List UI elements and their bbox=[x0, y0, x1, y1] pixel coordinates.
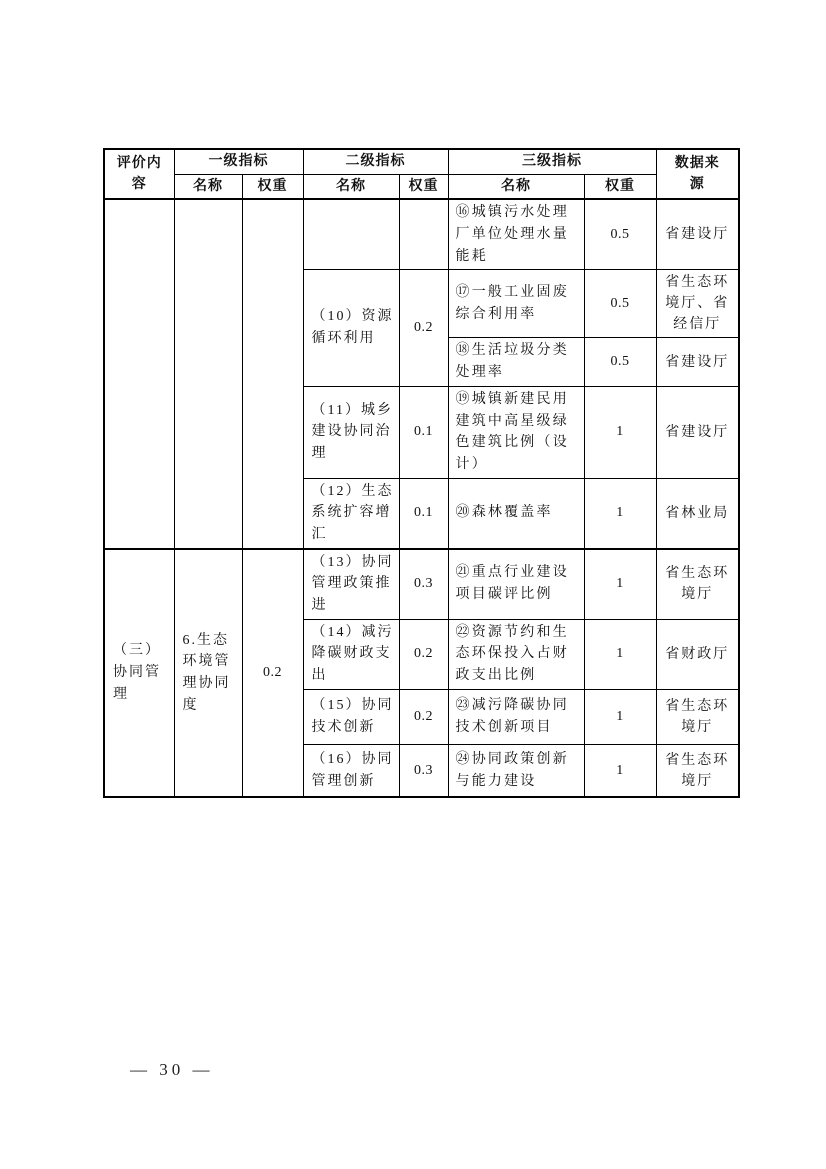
l2-indicator-weight: 0.2 bbox=[399, 270, 448, 386]
header-data-source: 数据来源 bbox=[656, 149, 739, 199]
l2-indicator-name: （16）协同管理创新 bbox=[303, 744, 399, 797]
l3-indicator-name: ⑱生活垃圾分类处理率 bbox=[448, 338, 584, 386]
empty-l2-weight-cell bbox=[399, 199, 448, 270]
l3-indicator-name: ⑯城镇污水处理厂单位处理水量能耗 bbox=[448, 199, 584, 270]
l3-indicator-name: ⑰一般工业固废综合利用率 bbox=[448, 270, 584, 338]
data-source: 省生态环境厅 bbox=[656, 744, 739, 797]
data-source: 省建设厅 bbox=[656, 386, 739, 478]
l2-indicator-name: （14）减污降碳财政支出 bbox=[303, 619, 399, 689]
header-l3-weight: 权重 bbox=[584, 174, 656, 199]
indicator-weight-table bbox=[103, 148, 740, 798]
data-source: 省生态环境厅 bbox=[656, 549, 739, 620]
page-number: — 30 — bbox=[130, 1060, 214, 1079]
l2-indicator-name: （11）城乡建设协同治理 bbox=[303, 386, 399, 478]
header-l2-weight: 权重 bbox=[399, 174, 448, 199]
data-source: 省建设厅 bbox=[656, 199, 739, 270]
header-level2-group: 二级指标 bbox=[303, 149, 448, 174]
l3-indicator-weight: 1 bbox=[584, 478, 656, 549]
header-l3-name: 名称 bbox=[448, 174, 584, 199]
table-row bbox=[104, 199, 739, 270]
header-l2-name: 名称 bbox=[303, 174, 399, 199]
empty-l2-name-cell bbox=[303, 199, 399, 270]
header-level1-group: 一级指标 bbox=[174, 149, 303, 174]
l2-indicator-name: （10）资源循环利用 bbox=[303, 270, 399, 386]
table-row-section-start bbox=[104, 549, 739, 620]
l2-indicator-name: （13）协同管理政策推进 bbox=[303, 549, 399, 620]
l3-indicator-weight: 1 bbox=[584, 386, 656, 478]
table-header-row-2 bbox=[104, 174, 739, 199]
header-level3-group: 三级指标 bbox=[448, 149, 656, 174]
data-source: 省财政厅 bbox=[656, 619, 739, 689]
header-eval-content: 评价内容 bbox=[104, 149, 174, 199]
l2-indicator-weight: 0.2 bbox=[399, 619, 448, 689]
data-source: 省建设厅 bbox=[656, 338, 739, 386]
header-l1-weight: 权重 bbox=[242, 174, 303, 199]
l3-indicator-name: ㉒资源节约和生态环保投入占财政支出比例 bbox=[448, 619, 584, 689]
l3-indicator-name: ㉓减污降碳协同技术创新项目 bbox=[448, 689, 584, 744]
l3-indicator-name: ⑳森林覆盖率 bbox=[448, 478, 584, 549]
l3-indicator-name: ⑲城镇新建民用建筑中高星级绿色建筑比例（设计） bbox=[448, 386, 584, 478]
data-source: 省生态环境厅、省经信厅 bbox=[656, 270, 739, 338]
l2-indicator-name: （12）生态系统扩容增汇 bbox=[303, 478, 399, 549]
empty-l1-weight-cell bbox=[242, 199, 303, 548]
l1-indicator-weight: 0.2 bbox=[242, 549, 303, 798]
empty-l1-name-cell bbox=[174, 199, 242, 548]
empty-eval-cell bbox=[104, 199, 174, 548]
l2-indicator-weight: 0.1 bbox=[399, 478, 448, 549]
data-source: 省林业局 bbox=[656, 478, 739, 549]
l2-indicator-weight: 0.1 bbox=[399, 386, 448, 478]
eval-content-cell: （三）协同管理 bbox=[104, 549, 174, 798]
l3-indicator-weight: 1 bbox=[584, 549, 656, 620]
header-l1-name: 名称 bbox=[174, 174, 242, 199]
l3-indicator-weight: 0.5 bbox=[584, 270, 656, 338]
l2-indicator-weight: 0.3 bbox=[399, 549, 448, 620]
l3-indicator-name: ㉑重点行业建设项目碳评比例 bbox=[448, 549, 584, 620]
l1-indicator-name: 6.生态环境管理协同度 bbox=[174, 549, 242, 798]
l3-indicator-weight: 1 bbox=[584, 744, 656, 797]
l3-indicator-name: ㉔协同政策创新与能力建设 bbox=[448, 744, 584, 797]
l3-indicator-weight: 1 bbox=[584, 689, 656, 744]
l3-indicator-weight: 0.5 bbox=[584, 338, 656, 386]
data-source: 省生态环境厅 bbox=[656, 689, 739, 744]
l3-indicator-weight: 1 bbox=[584, 619, 656, 689]
l3-indicator-weight: 0.5 bbox=[584, 199, 656, 270]
table-header-row-1 bbox=[104, 149, 739, 174]
l2-indicator-weight: 0.3 bbox=[399, 744, 448, 797]
l2-indicator-name: （15）协同技术创新 bbox=[303, 689, 399, 744]
l2-indicator-weight: 0.2 bbox=[399, 689, 448, 744]
